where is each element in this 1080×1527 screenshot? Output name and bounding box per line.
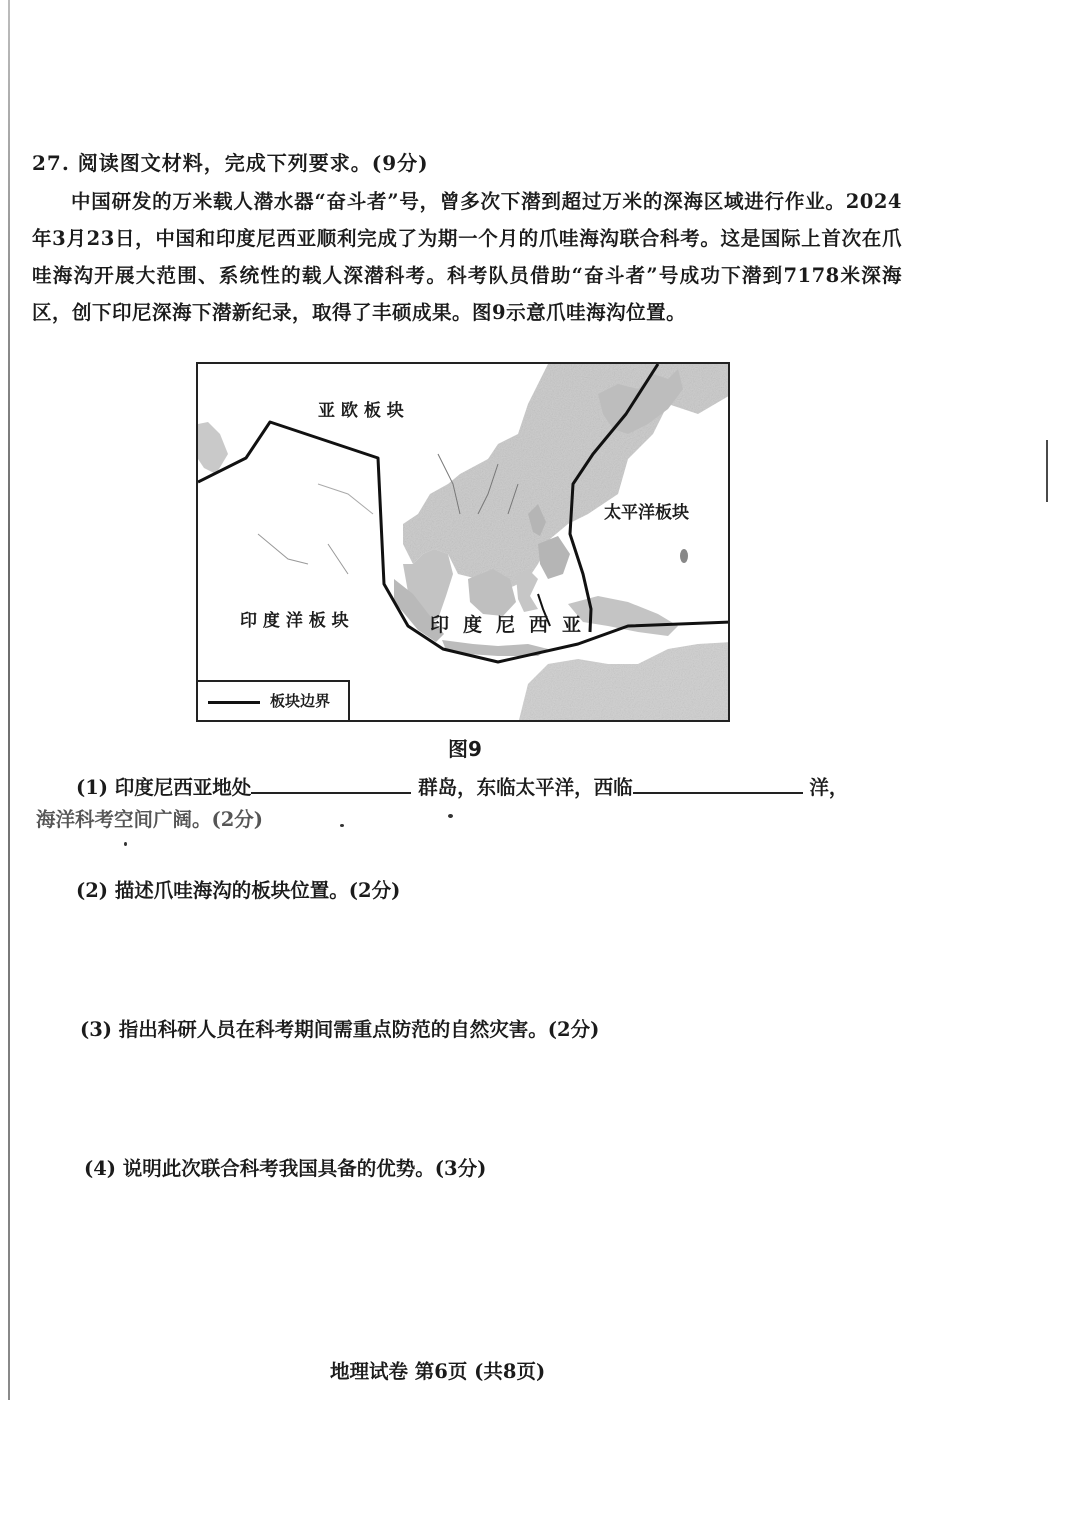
q1-text-part-3: 洋， (809, 776, 849, 799)
q1-text-part-1: (1) 印度尼西亚地处 (76, 776, 252, 799)
legend-boundary-line (208, 701, 260, 704)
subquestion-2: (2) 描述爪哇海沟的板块位置。(2分) (76, 879, 401, 902)
land-sulawesi (516, 569, 538, 612)
land-india-edge (198, 422, 228, 474)
scan-speck (448, 814, 453, 818)
subquestion-1-line-1 (76, 772, 848, 800)
question-title: 27. 阅读图文材料，完成下列要求。(9分) (32, 151, 429, 175)
question-passage: 中国研发的万米载人潜水器“奋斗者”号，曾多次下潜到超过万米的深海区域进行作业。2024年3月23日，中国和印度尼西亚顺利完成了为期一个月的爪哇海沟联合科考。这是国际上首次在爪哇海沟开展大范围、系统性的载人深潜科考。科考队员借助“奋斗者”号成功下潜到7178米深海区，创下印尼深海下潜新纪录，取得了丰硕成果。图9示意爪哇海沟位置。 (32, 190, 902, 324)
q1-blank-ocean[interactable] (633, 774, 803, 794)
figure-caption: 图9 (448, 737, 482, 761)
map-legend (198, 680, 350, 720)
subquestion-4: (4) 说明此次联合科考我国具备的优势。(3分) (84, 1157, 487, 1180)
scan-left-edge (8, 0, 10, 1400)
label-pacific-plate: 太平洋板块 (604, 503, 689, 523)
label-indian-ocean-plate: 印 度 洋 板 块 (240, 611, 349, 631)
scan-right-mark (1046, 440, 1048, 502)
figure-9-map (196, 362, 730, 722)
scan-speck (124, 842, 127, 846)
q1-text-part-2: 群岛，东临太平洋，西临 (418, 776, 633, 799)
q1-blank-archipelago[interactable] (251, 774, 411, 794)
scan-speck (340, 824, 344, 827)
label-eurasian-plate: 亚 欧 板 块 (318, 401, 404, 421)
subquestion-1-line-2: 海洋科考空间广阔。(2分) (36, 808, 264, 831)
label-indonesia: 印度尼西亚 (430, 614, 596, 636)
map-drawing (198, 364, 730, 722)
page-footer: 地理试卷 第6页 (共8页) (330, 1360, 546, 1383)
legend-label: 板块边界 (270, 692, 331, 710)
subquestion-3: (3) 指出科研人员在科考期间需重点防范的自然灾害。(2分) (80, 1018, 600, 1041)
